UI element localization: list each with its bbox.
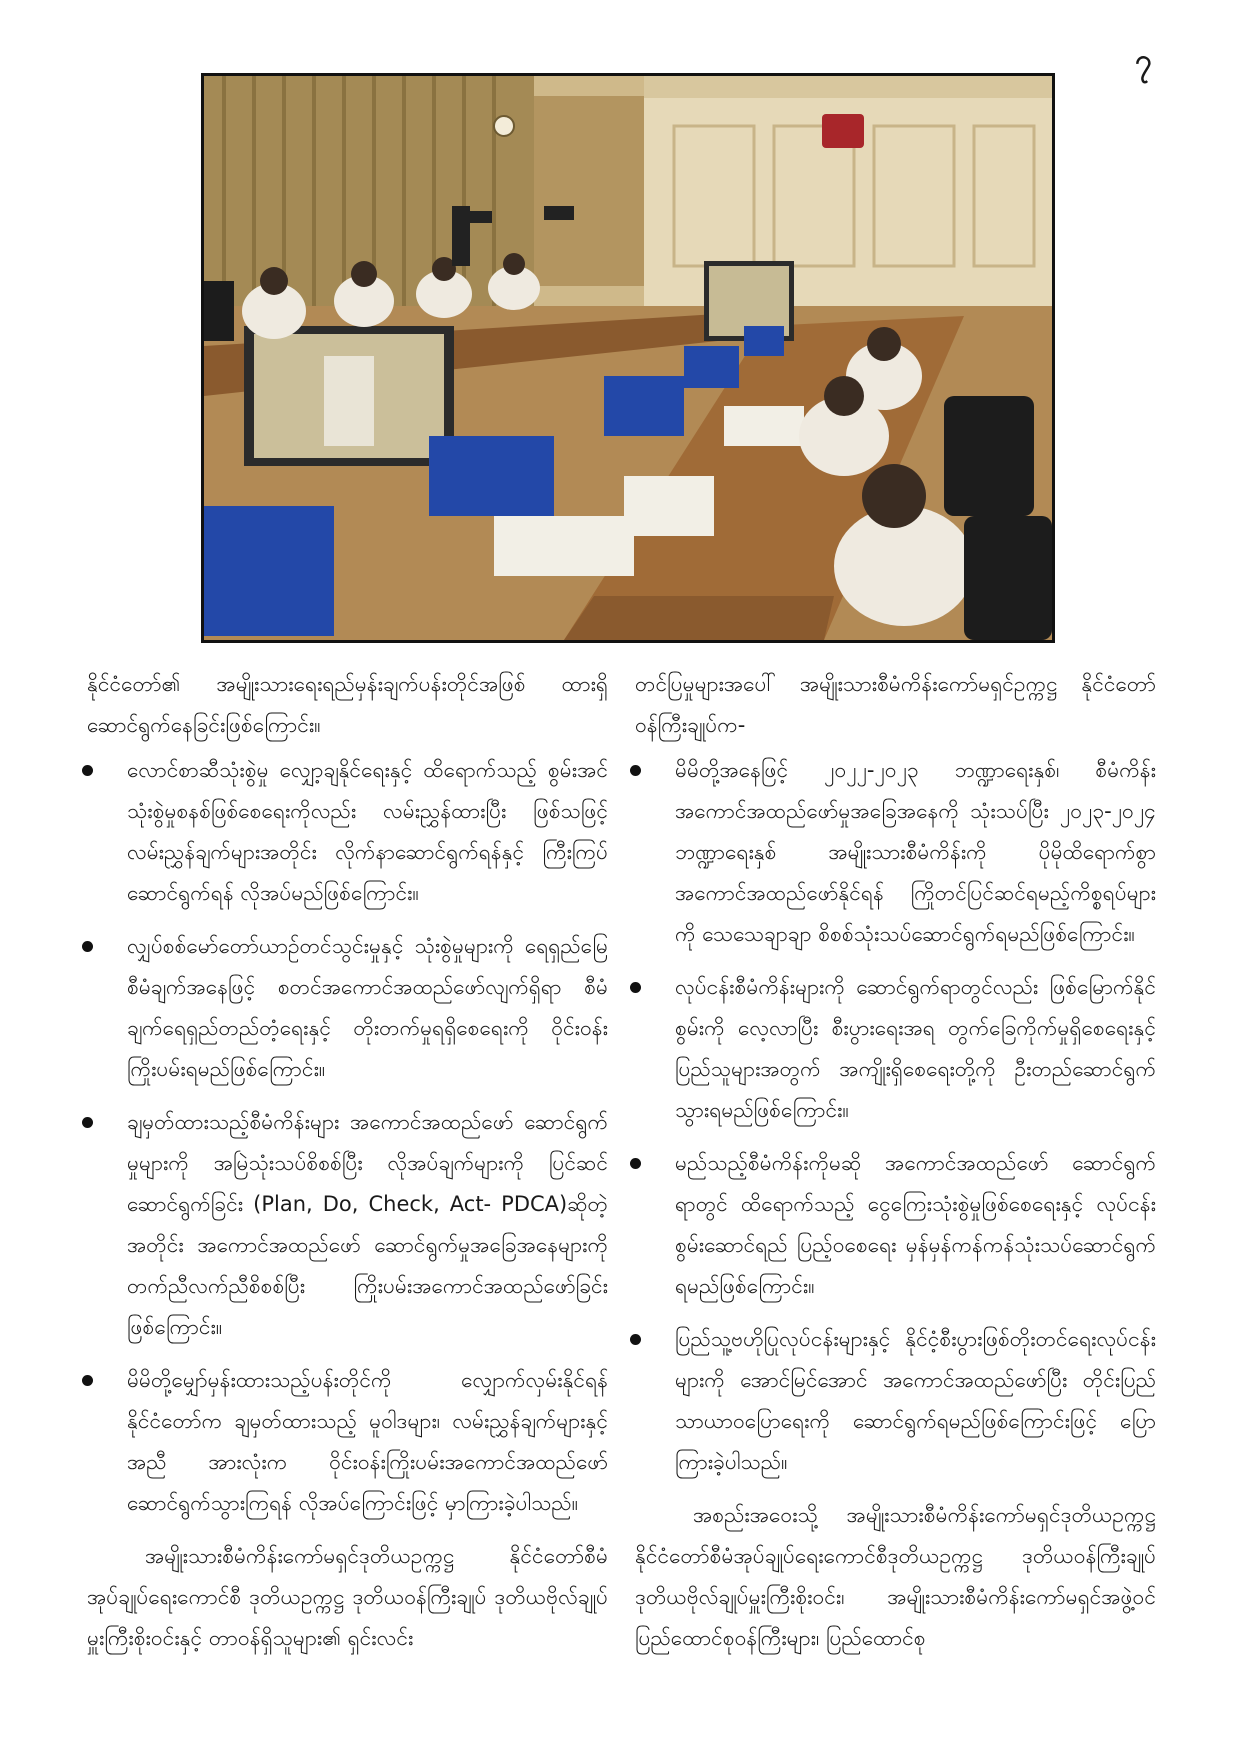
right-bullet-list — [635, 750, 1156, 1483]
list-item: ချမှတ်ထားသည့်စီမံကိန်းများ အကောင်အထည်ဖော် ဆောင်ရွက်မှုများကို အမြဲသုံးသပ်စိစစ်ပြီး လိုအပ်ချက်များကို ပြင်ဆင်ဆောင်ရွက်ခြင်း (Plan, Do, Check, Act- PDCA)ဆိုတဲ့အတိုင်း အကောင်အထည်ဖော် ဆောင်ရွက်မှုအခြေအနေများကို တက်ညီလက်ညီစိစစ်ပြီး ကြိုးပမ်းအကောင်အထည်ဖော်ခြင်းဖြစ်ကြောင်း။ — [87, 1102, 608, 1348]
page-number: ၇ — [1135, 43, 1152, 78]
bullet-dot-icon — [82, 1117, 93, 1128]
bullet-dot-icon — [630, 765, 641, 776]
list-item: မိမိတို့အနေဖြင့် ၂၀၂၂-၂၀၂၃ ဘဏ္ဍာရေးနှစ်၊ စီမံကိန်းအကောင်အထည်ဖော်မှုအခြေအနေကို သုံးသပ်ပြီး ၂၀၂၃-၂၀၂၄ ဘဏ္ဍာရေးနှစ် အမျိုးသားစီမံကိန်းကို ပိုမိုထိရောက်စွာ အကောင်အထည်ဖော်နိုင်ရန် ကြိုတင်ပြင်ဆင်ရမည့်ကိစ္စရပ်များကို သေသေချာချာ စိစစ်သုံးသပ်ဆောင်ရွက်ရမည်ဖြစ်ကြောင်း။ — [635, 750, 1156, 955]
bullet-dot-icon — [82, 765, 93, 776]
list-item: လောင်စာဆီသုံးစွဲမှု လျှော့ချနိုင်ရေးနှင့် ထိရောက်သည့် စွမ်းအင်သုံးစွဲမှုစနစ်ဖြစ်စေရေးကိုလည်း လမ်းညွှန်ထားပြီး ဖြစ်သဖြင့် လမ်းညွှန်ချက်များအတိုင်း လိုက်နာဆောင်ရွက်ရန်နှင့် ကြီးကြပ်ဆောင်ရွက်ရန် လိုအပ်မည်ဖြစ်ကြောင်း။ — [87, 750, 608, 914]
right-intro-paragraph: တင်ပြမှုများအပေါ် အမျိုးသားစီမံကိန်းကော်မရှင်ဥက္ကဋ္ဌ နိုင်ငံတော်ဝန်ကြီးချုပ်က- — [635, 672, 1156, 737]
bullet-dot-icon — [630, 982, 641, 993]
list-item: မိမိတို့မျှော်မှန်းထားသည့်ပန်းတိုင်ကို လျှောက်လှမ်းနိုင်ရန် နိုင်ငံတော်က ချမှတ်ထားသည့် မူဝါဒများ၊ လမ်းညွှန်ချက်များနှင့်အညီ အားလုံးက ဝိုင်းဝန်းကြိုးပမ်းအကောင်အထည်ဖော် ဆောင်ရွက်သွားကြရန် လိုအပ်ကြောင်းဖြင့် မှာကြားခဲ့ပါသည်။ — [87, 1360, 608, 1524]
left-closing-paragraph: အမျိုးသားစီမံကိန်းကော်မရှင်ဒုတိယဥက္ကဋ္ဌ နိုင်ငံတော်စီမံအုပ်ချုပ်ရေးကောင်စီ ဒုတိယဥက္ကဋ္ဌ ဒုတိယဝန်ကြီးချုပ် ဒုတိယဗိုလ်ချုပ်မှူးကြီးစိုးဝင်းနှင့် တာဝန်ရှိသူများ၏ ရှင်းလင်း — [87, 1544, 608, 1650]
left-bullet-list — [87, 750, 608, 1524]
right-closing-paragraph: အစည်းအဝေးသို့ အမျိုးသားစီမံကိန်းကော်မရှင်ဒုတိယဥက္ကဋ္ဌ နိုင်ငံတော်စီမံအုပ်ချုပ်ရေးကောင်စီဒုတိယဥက္ကဋ္ဌ ဒုတိယဝန်ကြီးချုပ် ဒုတိယဗိုလ်ချုပ်မှူးကြီးစိုးဝင်း၊ အမျိုးသားစီမံကိန်းကော်မရှင်အဖွဲ့ဝင် ပြည်ထောင်စုဝန်ကြီးများ၊ ပြည်ထောင်စု — [635, 1503, 1156, 1650]
right-column — [635, 664, 1156, 1663]
list-item: မည်သည့်စီမံကိန်းကိုမဆို အကောင်အထည်ဖော် ဆောင်ရွက်ရာတွင် ထိရောက်သည့် ငွေကြေးသုံးစွဲမှုဖြစ်စေရေးနှင့် လုပ်ငန်းစွမ်းဆောင်ရည် ပြည့်ဝစေရေး မှန်မှန်ကန်ကန်သုံးသပ်ဆောင်ရွက်ရမည်ဖြစ်ကြောင်း။ — [635, 1143, 1156, 1307]
list-item: လျှပ်စစ်မော်တော်ယာဉ်တင်သွင်းမှုနှင့် သုံးစွဲမှုများကို ရေရှည်မြေစီမံချက်အနေဖြင့် စတင်အကောင်အထည်ဖော်လျက်ရှိရာ စီမံချက်ရေရှည်တည်တံ့ရေးနှင့် တိုးတက်မှုရရှိစေရေးကို ဝိုင်းဝန်းကြိုးပမ်းရမည်ဖြစ်ကြောင်း။ — [87, 926, 608, 1090]
list-item: လုပ်ငန်းစီမံကိန်းများကို ဆောင်ရွက်ရာတွင်လည်း ဖြစ်မြောက်နိုင်စွမ်းကို လေ့လာပြီး စီးပွားရေးအရ တွက်ခြေကိုက်မှုရှိစေရေးနှင့် ပြည်သူများအတွက် အကျိုးရှိစေရေးတို့ကို ဦးတည်ဆောင်ရွက်သွားရမည်ဖြစ်ကြောင်း။ — [635, 967, 1156, 1131]
meeting-room-illustration — [204, 76, 1052, 640]
left-intro-paragraph: နိုင်ငံတော်၏ အမျိုးသားရေးရည်မှန်းချက်ပန်းတိုင်အဖြစ် ထားရှိဆောင်ရွက်နေခြင်းဖြစ်ကြောင်း။ — [87, 672, 608, 737]
bullet-dot-icon — [82, 941, 93, 952]
bullet-dot-icon — [630, 1334, 641, 1345]
meeting-photo — [201, 73, 1055, 643]
bullet-dot-icon — [630, 1158, 641, 1169]
left-column — [87, 664, 608, 1663]
list-item: ပြည်သူ့ဗဟိုပြုလုပ်ငန်းများနှင့် နိုင်ငံ့စီးပွားဖြစ်တိုးတင်ရေးလုပ်ငန်းများကို အောင်မြင်အောင် အကောင်အထည်ဖော်ပြီး တိုင်းပြည်သာယာဝပြောရေးကို ဆောင်ရွက်ရမည်ဖြစ်ကြောင်းဖြင့် ပြောကြားခဲ့ပါသည်။ — [635, 1319, 1156, 1483]
bullet-dot-icon — [82, 1375, 93, 1386]
